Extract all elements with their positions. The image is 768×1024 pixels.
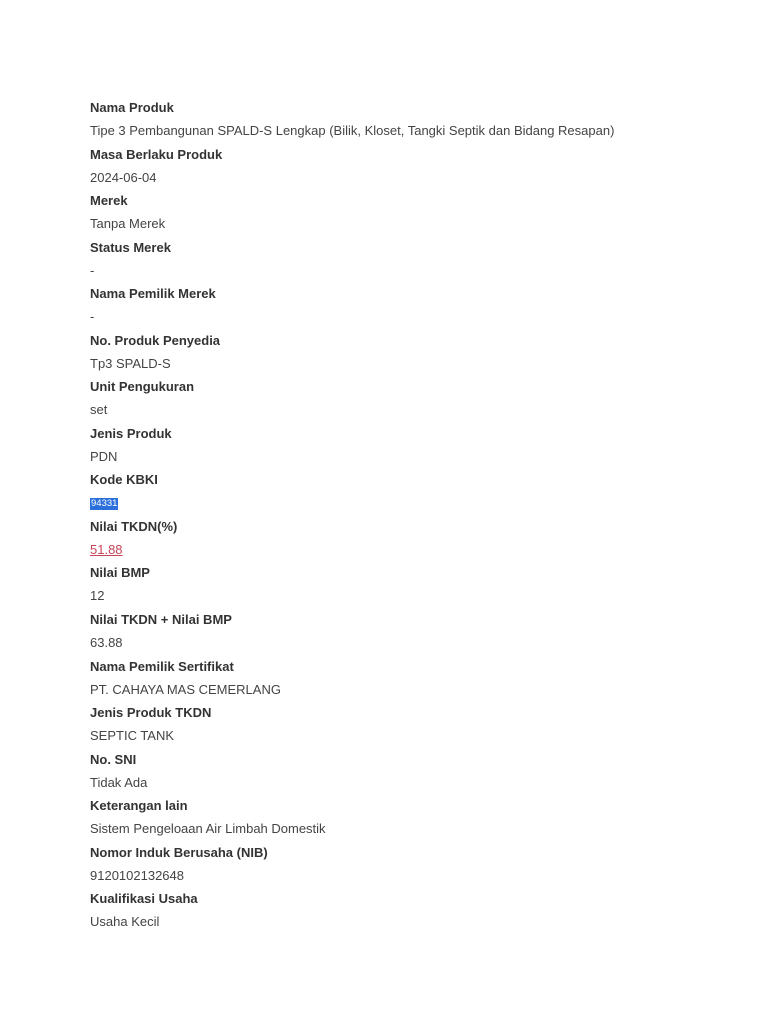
field-value: Tidak Ada <box>90 774 148 790</box>
field-nilai-bmp <box>90 561 750 608</box>
field-label: Nilai TKDN(%) <box>90 518 178 534</box>
field-value: set <box>90 402 108 418</box>
field-label: Masa Berlaku Produk <box>90 146 223 162</box>
field-value: SEPTIC TANK <box>90 728 175 744</box>
field-label: Nama Pemilik Sertifikat <box>90 658 234 674</box>
field-value: Sistem Pengeloaan Air Limbah Domestik <box>90 821 326 837</box>
field-label: Jenis Produk <box>90 425 172 441</box>
nilai-tkdn-link[interactable]: 51.88 <box>90 541 123 557</box>
field-value: PT. CAHAYA MAS CEMERLANG <box>90 681 281 697</box>
field-nomor-induk-berusaha <box>90 841 750 888</box>
field-unit-pengukuran <box>90 375 750 422</box>
field-jenis-produk <box>90 422 750 469</box>
field-label: Keterangan lain <box>90 798 188 814</box>
field-label: Nama Produk <box>90 100 174 115</box>
field-value: PDN <box>90 448 118 464</box>
field-label: Kode KBKI <box>90 472 158 488</box>
field-no-sni <box>90 748 750 795</box>
field-label: No. Produk Penyedia <box>90 332 221 348</box>
field-nama-produk <box>90 96 750 143</box>
field-no-produk-penyedia <box>90 329 750 376</box>
field-value: 63.88 <box>90 635 123 651</box>
product-detail-list <box>90 96 750 934</box>
field-jenis-produk-tkdn <box>90 701 750 748</box>
field-kualifikasi-usaha <box>90 887 750 934</box>
field-value: 9120102132648 <box>90 867 184 883</box>
field-kode-kbki <box>90 468 750 515</box>
field-label: Nama Pemilik Merek <box>90 286 216 302</box>
field-label: Status Merek <box>90 239 171 255</box>
field-label: Unit Pengukuran <box>90 379 195 395</box>
field-value: Tipe 3 Pembangunan SPALD-S Lengkap (Bilik, Kloset, Tangki Septik dan Bidang Resapan) <box>90 123 615 138</box>
field-status-merek <box>90 236 750 283</box>
field-masa-berlaku-produk <box>90 143 750 190</box>
field-value: Usaha Kecil <box>90 914 160 930</box>
field-label: Merek <box>90 193 128 209</box>
field-nama-pemilik-merek <box>90 282 750 329</box>
field-value: Tanpa Merek <box>90 216 166 232</box>
field-label: Jenis Produk TKDN <box>90 705 212 721</box>
field-nama-pemilik-sertifikat <box>90 655 750 702</box>
field-nilai-tkdn <box>90 515 750 562</box>
field-value: - <box>90 309 95 325</box>
field-label: Nilai TKDN + Nilai BMP <box>90 612 232 628</box>
field-label: Kualifikasi Usaha <box>90 891 198 907</box>
field-value: 12 <box>90 588 105 604</box>
field-value-container <box>90 492 750 514</box>
field-value-container <box>90 539 750 561</box>
field-keterangan-lain <box>90 794 750 841</box>
field-value: - <box>90 262 95 278</box>
kode-kbki-selected-text[interactable]: 94331 <box>91 497 118 509</box>
field-label: No. SNI <box>90 751 137 767</box>
field-value: 2024-06-04 <box>90 169 157 185</box>
field-value: Tp3 SPALD-S <box>90 355 171 371</box>
field-label: Nomor Induk Berusaha (NIB) <box>90 844 268 860</box>
field-label: Nilai BMP <box>90 565 150 581</box>
field-nilai-tkdn-bmp <box>90 608 750 655</box>
field-merek <box>90 189 750 236</box>
